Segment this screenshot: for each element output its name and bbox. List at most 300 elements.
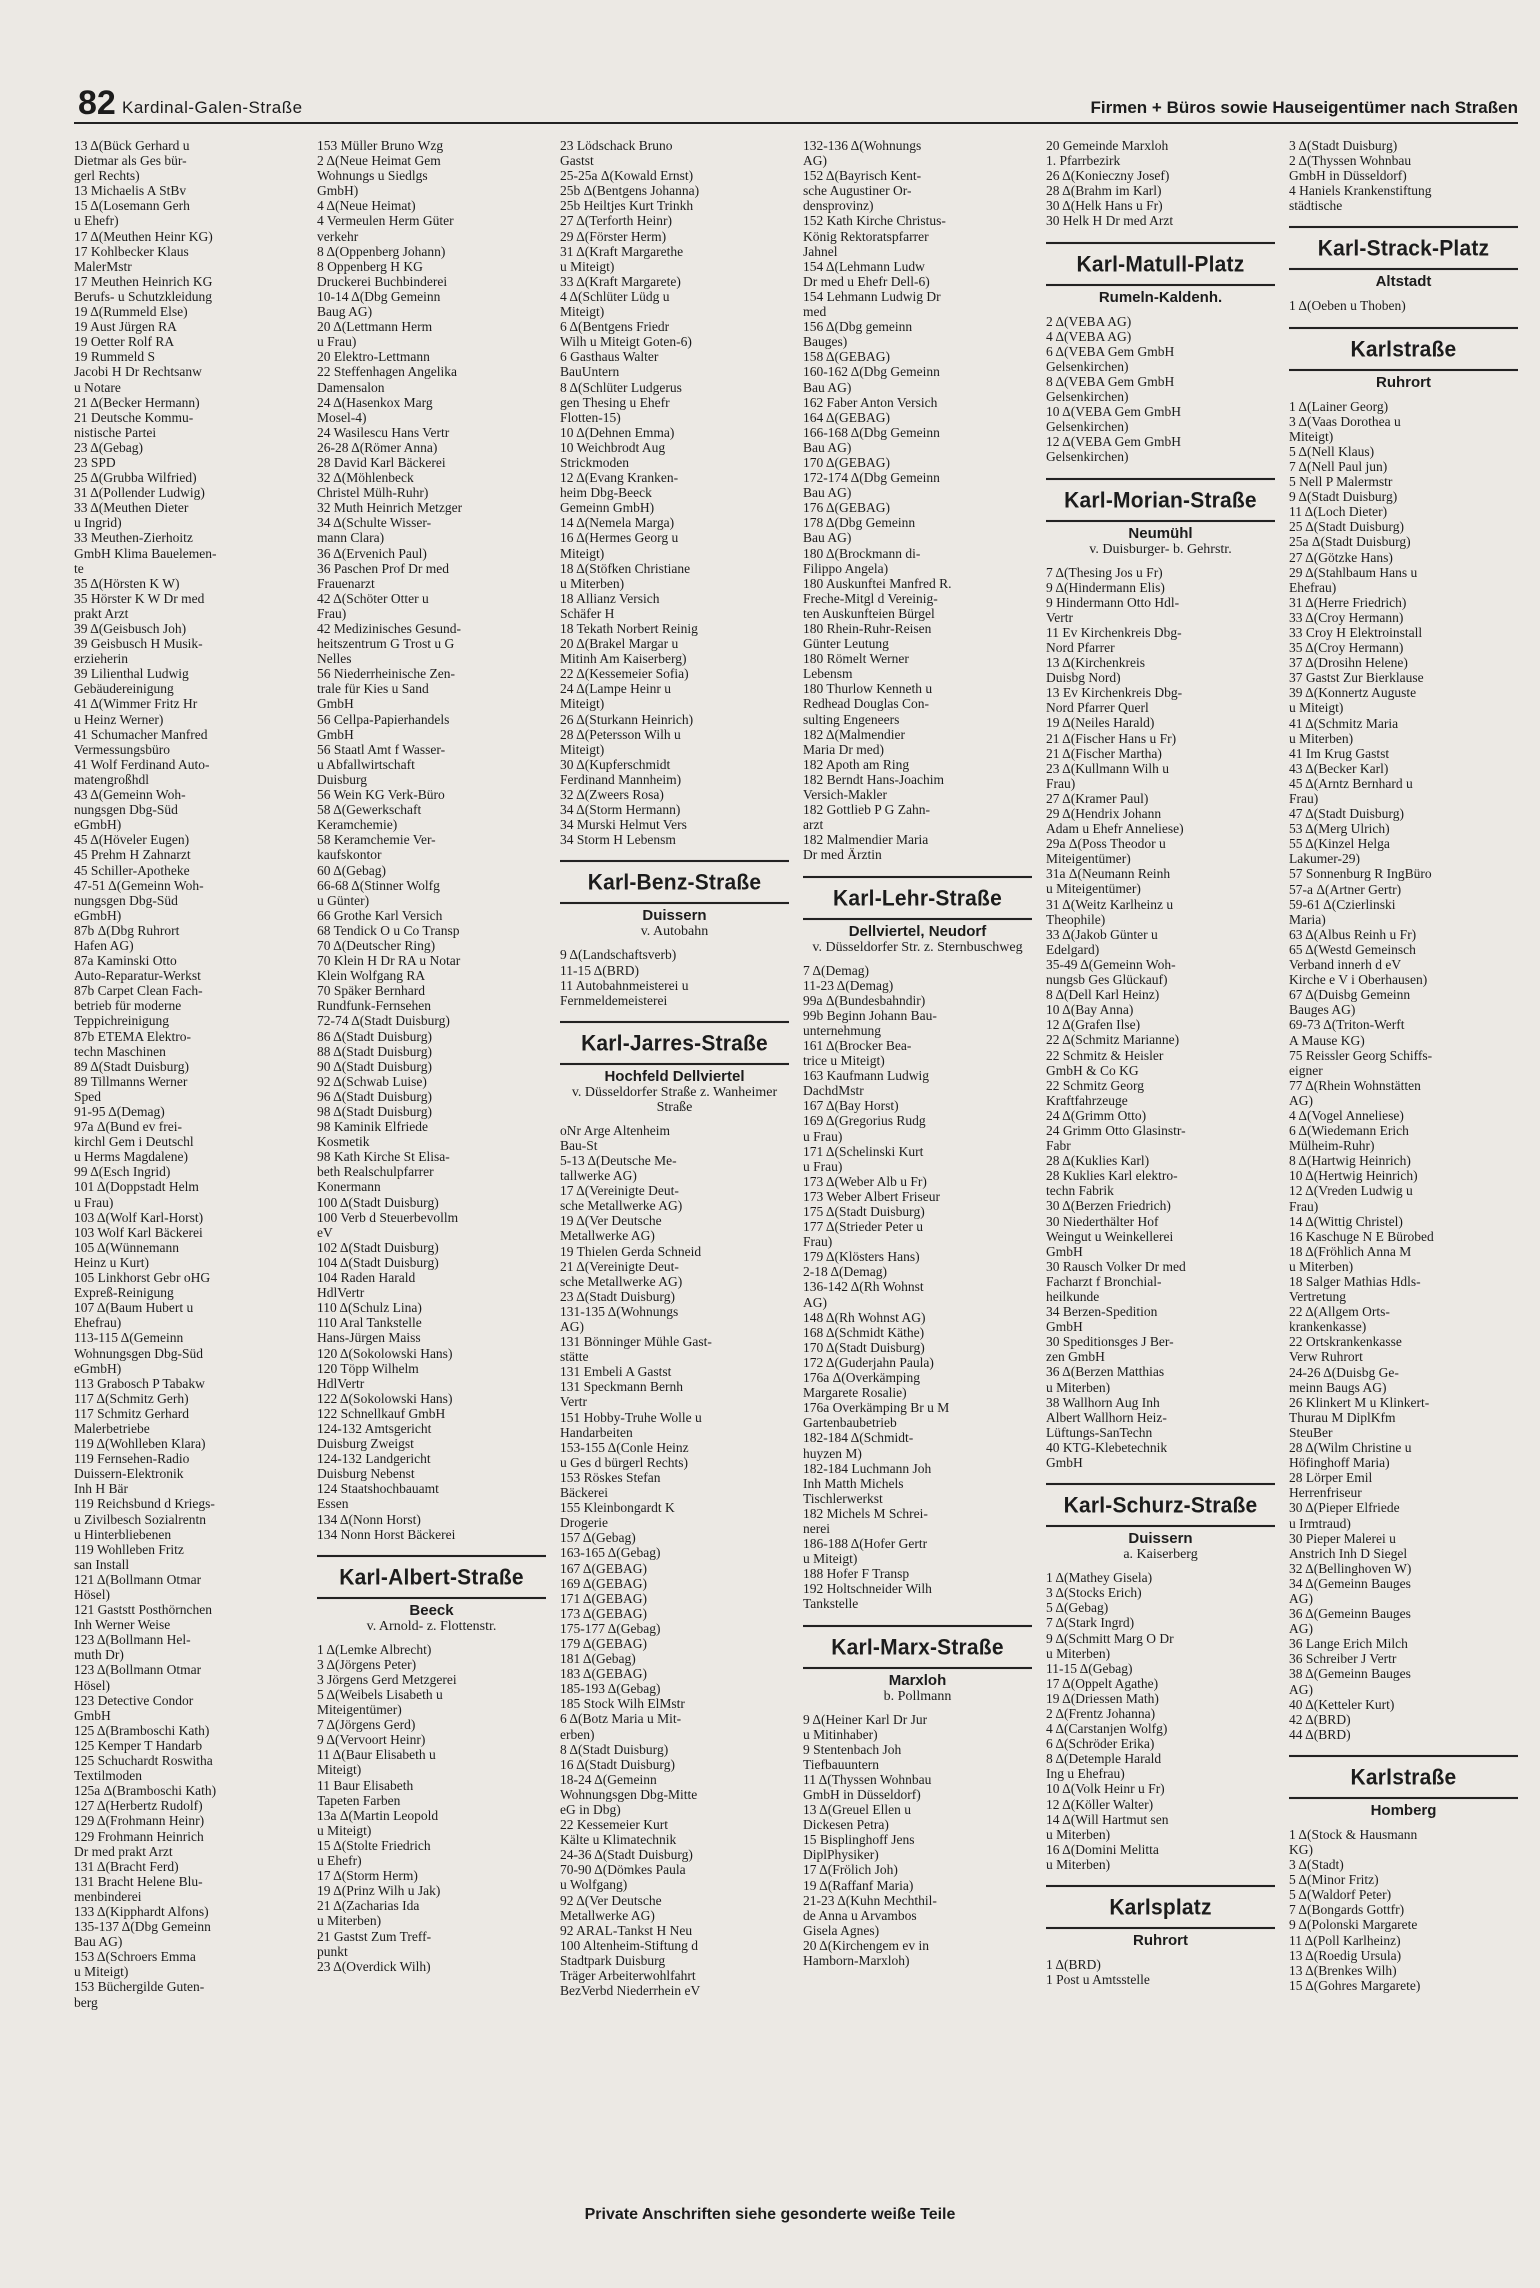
directory-entry: Albert Wallhorn Heiz- xyxy=(1046,1409,1167,1425)
directory-entry: u Günter) xyxy=(317,892,370,908)
directory-entry: 30 Niederthälter Hof xyxy=(1046,1213,1159,1229)
directory-entry: Mitinh Am Kaiserberg) xyxy=(560,651,687,667)
directory-entry: 18-24 Δ(Gemeinn xyxy=(560,1771,657,1787)
directory-entry: 28 David Karl Bäckerei xyxy=(317,454,446,470)
directory-entry: 70 Δ(Deutscher Ring) xyxy=(317,937,436,953)
directory-entry: eGmbH) xyxy=(74,907,122,923)
directory-entry: DiplPhysiker) xyxy=(803,1847,879,1863)
directory-entry: 107 Δ(Baum Hubert u xyxy=(74,1300,194,1316)
street-range: v. Autobahn xyxy=(640,924,709,940)
directory-entry: GmbH in Düsseldorf) xyxy=(803,1787,921,1802)
directory-entry: 180 Auskunftei Manfred R. xyxy=(803,575,952,591)
column-1 xyxy=(74,138,303,2010)
directory-entry: nungsb Ges Glückauf) xyxy=(1046,972,1168,988)
directory-entry: 36 Lange Erich Milch xyxy=(1289,1636,1408,1652)
directory-entry: 26 Δ(Sturkann Heinrich) xyxy=(560,711,694,727)
directory-entry: Vertr xyxy=(1046,609,1073,625)
directory-entry: 34 Δ(Gemeinn Bauges xyxy=(1289,1575,1411,1591)
directory-entry: 19 Aust Jürgen RA xyxy=(74,319,177,335)
directory-entry: 186-188 Δ(Hofer Gertr xyxy=(803,1536,928,1552)
directory-entry: 25 Δ(Stadt Duisburg) xyxy=(1289,519,1404,535)
directory-entry: 119 Δ(Wohlleben Klara) xyxy=(74,1436,206,1452)
directory-entry: KG) xyxy=(1289,1842,1313,1857)
directory-entry: Hösel) xyxy=(74,1677,110,1693)
directory-entry: 11 Δ(Baur Elisabeth u xyxy=(317,1747,436,1763)
directory-entry: 38 Δ(Gemeinn Bauges xyxy=(1289,1666,1411,1682)
directory-entry: 23 Δ(Gebag) xyxy=(74,439,144,455)
directory-entry: Gastst xyxy=(560,153,594,169)
directory-entry: 157 Δ(Gebag) xyxy=(560,1530,636,1546)
directory-entry: 133 Δ(Kipphardt Alfons) xyxy=(74,1903,209,1919)
directory-entry: Günter Leutung xyxy=(803,636,889,652)
directory-entry: 57 Sonnenburg R IngBüro xyxy=(1289,866,1432,882)
directory-entry: 31 Δ(Kraft Margarethe xyxy=(560,243,684,259)
directory-entry: GmbH xyxy=(1046,1243,1083,1259)
directory-entry: 100 Δ(Stadt Duisburg) xyxy=(317,1194,439,1210)
directory-entry: 45 Schiller-Apotheke xyxy=(74,862,190,878)
section-title: Firmen + Büros sowie Hauseigentümer nach Straßen xyxy=(1090,98,1518,117)
street-range: b. Pollmann xyxy=(883,1688,952,1704)
directory-entry: Teppichreinigung xyxy=(74,1013,170,1029)
directory-entry: Duisburg Zweigst xyxy=(317,1436,414,1452)
directory-entry: 23 SPD xyxy=(74,454,116,470)
directory-entry: 13 Michaelis A StBv xyxy=(74,183,187,199)
directory-entry: u Frau) xyxy=(317,334,357,350)
directory-entry: 70-90 Δ(Dömkes Paula xyxy=(560,1862,686,1878)
directory-entry: 131 Speckmann Bernh xyxy=(560,1379,683,1395)
directory-entry: Handarbeiten xyxy=(560,1424,633,1440)
street-heading: Karl-Jarres-Straße xyxy=(560,1021,789,1065)
directory-entry: matengroßhdl xyxy=(74,771,149,787)
directory-entry: 39 Δ(Geisbusch Joh) xyxy=(74,621,187,636)
directory-entry: 22 Δ(Schmitz Marianne) xyxy=(1046,1032,1180,1048)
directory-entry: Berufs- u Schutzkleidung xyxy=(74,288,212,304)
directory-entry: 122 Δ(Sokolowski Hans) xyxy=(317,1390,453,1406)
directory-entry: 10 Δ(Volk Heinr u Fr) xyxy=(1046,1781,1165,1797)
directory-entry: 167 Δ(GEBAG) xyxy=(560,1560,648,1576)
directory-entry: 23 Δ(Overdick Wilh) xyxy=(317,1958,431,1974)
directory-entry: 33 Δ(Croy Hermann) xyxy=(1289,609,1404,625)
directory-entry: Heinz u Kurt) xyxy=(74,1254,149,1270)
directory-entry: berg xyxy=(74,1994,98,2010)
directory-entry: u Miteigt) xyxy=(1289,700,1344,716)
directory-entry: Metallwerke AG) xyxy=(560,1907,655,1923)
directory-entry: 170 Δ(Stadt Duisburg) xyxy=(803,1339,925,1355)
directory-entry: 8 Δ(Hartwig Heinrich) xyxy=(1289,1153,1411,1169)
directory-entry: 27 Δ(Terforth Heinr) xyxy=(560,213,672,229)
directory-entry: 181 Δ(Gebag) xyxy=(560,1651,636,1667)
directory-entry: 66 Grothe Karl Versich xyxy=(317,907,443,923)
directory-entry: 102 Δ(Stadt Duisburg) xyxy=(317,1239,439,1255)
directory-entry: 15 Bisplinghoff Jens xyxy=(803,1832,915,1848)
directory-entry: 20 Δ(Brakel Margar u xyxy=(560,636,679,652)
district-name: Homberg xyxy=(1370,1801,1437,1819)
directory-entry: 3 Δ(Stadt) xyxy=(1289,1857,1344,1873)
street-heading: Karl-Matull-Platz xyxy=(1046,242,1275,286)
directory-entry: Expreß-Reinigung xyxy=(74,1285,174,1301)
directory-entry: 33 Δ(Kraft Margarete) xyxy=(560,273,681,289)
directory-entry: 91-95 Δ(Demag) xyxy=(74,1104,165,1119)
directory-entry: u Abfallwirtschaft xyxy=(317,756,415,772)
directory-entry: 29 Δ(Förster Herm) xyxy=(560,228,667,244)
directory-entry: 24 Wasilescu Hans Vertr xyxy=(317,424,450,440)
directory-entry: 17 Δ(Frölich Joh) xyxy=(803,1862,898,1878)
directory-entry: 134 Nonn Horst Bäckerei xyxy=(317,1526,456,1542)
directory-entry: Dr med u Ehefr Dell-6) xyxy=(803,273,930,289)
directory-entry: 104 Raden Harald xyxy=(317,1270,416,1286)
directory-entry: 122 Schnellkauf GmbH xyxy=(317,1405,446,1421)
directory-entry: u Ehefr) xyxy=(74,213,119,229)
directory-entry: 103 Wolf Karl Bäckerei xyxy=(74,1224,203,1240)
directory-entry: 41 Δ(Schmitz Maria xyxy=(1289,715,1399,731)
directory-entry: 69-73 Δ(Triton-Werft xyxy=(1289,1017,1405,1033)
directory-entry: Thurau M DiplKfm xyxy=(1289,1409,1396,1425)
directory-entry: Flotten-15) xyxy=(560,409,621,425)
directory-entry: 26 Klinkert M u Klinkert- xyxy=(1289,1394,1430,1410)
directory-entry: Hafen AG) xyxy=(74,937,134,953)
directory-entry: Lebensm xyxy=(803,666,853,682)
directory-entry: 20 Δ(Kirchengem ev in xyxy=(803,1937,930,1953)
directory-entry: Facharzt f Bronchial- xyxy=(1046,1273,1162,1289)
directory-entry: 175 Δ(Stadt Duisburg) xyxy=(803,1204,925,1219)
directory-entry: 30 Speditionsges J Ber- xyxy=(1046,1334,1174,1350)
directory-entry: Vermessungsbüro xyxy=(74,741,170,757)
directory-entry: meinn Baugs AG) xyxy=(1289,1379,1387,1395)
directory-entry: 21 Deutsche Kommu- xyxy=(74,409,194,425)
directory-entry: med xyxy=(803,304,827,320)
directory-entry: 13 Δ(Greuel Ellen u xyxy=(803,1802,912,1818)
directory-entry: 41 Δ(Wimmer Fritz Hr xyxy=(74,696,198,712)
directory-entry: 30 Pieper Malerei u xyxy=(1289,1530,1396,1546)
directory-entry: 59-61 Δ(Czierlinski xyxy=(1289,896,1396,912)
directory-entry: 24-36 Δ(Stadt Duisburg) xyxy=(560,1847,693,1863)
directory-entry: 168 Δ(Schmidt Käthe) xyxy=(803,1324,925,1340)
directory-entry: Versich-Makler xyxy=(803,787,887,803)
street-heading: Karl-Benz-Straße xyxy=(560,860,789,904)
directory-entry: u Miterben) xyxy=(1046,1379,1111,1395)
directory-entry: 6 Δ(Wiedemann Erich xyxy=(1289,1123,1409,1139)
directory-entry: 9 Δ(Polonski Margarete xyxy=(1289,1917,1418,1933)
directory-entry: 19 Δ(Prinz Wilh u Jak) xyxy=(317,1883,441,1899)
directory-entry: AG) xyxy=(1289,1590,1313,1606)
directory-entry: 21 Δ(Fischer Hans u Fr) xyxy=(1046,730,1177,746)
directory-entry: 7 Δ(Demag) xyxy=(803,962,870,978)
directory-entry: de Anna u Arvambos xyxy=(803,1907,917,1923)
directory-entry: trice u Miteigt) xyxy=(803,1053,885,1069)
directory-entry: Konermann xyxy=(317,1179,381,1195)
directory-entry: 16 Δ(Hermes Georg u xyxy=(560,530,679,546)
directory-entry: 65 Δ(Westd Gemeinsch xyxy=(1289,941,1416,957)
directory-entry: Frau) xyxy=(1046,775,1076,791)
directory-entry: 34 Δ(Storm Hermann) xyxy=(560,802,681,818)
directory-entry: Lüftungs-SanTechn xyxy=(1046,1424,1153,1440)
district-name: Ruhrort xyxy=(1133,1932,1188,1949)
directory-entry: Ing u Ehefrau) xyxy=(1046,1766,1125,1782)
street-heading: Karlstraße xyxy=(1289,1755,1518,1799)
district-name: Duissern xyxy=(1128,1530,1193,1548)
directory-entry: 33 Δ(Jakob Günter u xyxy=(1046,926,1158,942)
directory-entry: 22 Schmitz Georg xyxy=(1046,1077,1144,1093)
directory-entry: 103 Δ(Wolf Karl-Horst) xyxy=(74,1209,204,1225)
directory-entry: 131 Δ(Bracht Ferd) xyxy=(74,1858,179,1874)
directory-entry: Druckerei Buchbinderei xyxy=(317,273,448,289)
directory-entry: u Miterben) xyxy=(1046,1826,1111,1842)
directory-entry: 34 Δ(Schulte Wisser- xyxy=(317,515,432,531)
directory-entry: 185 Stock Wilh ElMstr xyxy=(560,1696,685,1712)
directory-entry: 24 Δ(Grimm Otto) xyxy=(1046,1107,1147,1123)
street-range: v. Düsseldorfer Straße z. Wanheimer Straße xyxy=(571,1084,778,1115)
directory-entry: 2 Δ(Thyssen Wohnbau xyxy=(1289,153,1412,169)
directory-entry: 43 Δ(Gemeinn Woh- xyxy=(74,787,186,803)
directory-entry: 16 Δ(Domini Melitta xyxy=(1046,1841,1159,1857)
directory-entry: 123 Δ(Bollmann Otmar xyxy=(74,1662,202,1678)
directory-entry: 3 Δ(Jörgens Peter) xyxy=(317,1656,417,1672)
directory-entry: Gelsenkirchen) xyxy=(1046,389,1129,405)
directory-entry: HdlVertr xyxy=(317,1285,365,1301)
directory-entry: 25a Δ(Stadt Duisburg) xyxy=(1289,534,1411,550)
directory-entry: Inh H Bär xyxy=(74,1481,128,1497)
directory-entry: 35 Hörster K W Dr med xyxy=(74,590,205,606)
directory-entry: 13 Ev Kirchenkreis Dbg- xyxy=(1046,685,1183,701)
directory-entry: 15 Δ(Gohres Margarete) xyxy=(1289,1977,1421,1993)
directory-entry: Fernmeldemeisterei xyxy=(560,992,668,1008)
directory-entry: AG) xyxy=(1289,1092,1313,1108)
directory-entry: 9 Stentenbach Joh xyxy=(803,1741,902,1757)
directory-entry: Tapeten Farben xyxy=(317,1792,401,1808)
directory-entry: Bauges AG) xyxy=(1289,1002,1356,1018)
directory-entry: 25-25a Δ(Kowald Ernst) xyxy=(560,168,694,184)
directory-entry: 19 Δ(Ver Deutsche xyxy=(560,1213,662,1229)
directory-entry: Tankstelle xyxy=(803,1596,859,1612)
directory-entry: 8 Δ(Oppenberg Johann) xyxy=(317,243,446,259)
directory-entry: u Miterben) xyxy=(1046,1645,1111,1661)
directory-entry: 13a Δ(Martin Leopold xyxy=(317,1807,439,1823)
directory-entry: 22 Δ(Allgem Orts- xyxy=(1289,1304,1390,1320)
directory-entry: Gartenbaubetrieb xyxy=(803,1415,897,1431)
directory-entry: Kirche e V i Oberhausen) xyxy=(1289,972,1428,988)
directory-entry: 1 Δ(Lainer Georg) xyxy=(1289,398,1389,414)
directory-entry: Stadtpark Duisburg xyxy=(560,1952,666,1968)
directory-entry: 120 Δ(Sokolowski Hans) xyxy=(317,1345,453,1361)
directory-entry: u Miterben) xyxy=(1046,1856,1111,1872)
directory-entry: 120 Töpp Wilhelm xyxy=(317,1360,419,1376)
directory-entry: 15 Δ(Losemann Gerh xyxy=(74,198,190,214)
directory-entry: 158 Δ(GEBAG) xyxy=(803,349,891,365)
directory-entry: 101 Δ(Doppstadt Helm xyxy=(74,1179,199,1195)
directory-entry: techn Fabrik xyxy=(1046,1183,1114,1199)
directory-entry: Filippo Angela) xyxy=(803,560,889,576)
directory-entry: 156 Δ(Dbg gemeinn xyxy=(803,319,913,335)
directory-entry: Frau) xyxy=(803,1234,833,1250)
directory-entry: 33 Croy H Elektroinstall xyxy=(1289,624,1423,640)
directory-entry: Gelsenkirchen) xyxy=(1046,449,1129,465)
directory-entry: 35 Δ(Hörsten K W) xyxy=(74,575,180,591)
directory-entry: u Ehefr) xyxy=(317,1853,362,1869)
directory-entry: 9 Δ(Landschaftsverb) xyxy=(560,947,677,963)
directory-entry: 45 Prehm H Zahnarzt xyxy=(74,847,191,863)
directory-entry: 9 Hindermann Otto Hdl- xyxy=(1046,594,1180,610)
directory-entry: 11 Δ(Thyssen Wohnbau xyxy=(803,1771,932,1787)
directory-entry: Jacobi H Dr Rechtsanw xyxy=(74,364,202,380)
directory-entry: 9 Δ(Heiner Karl Dr Jur xyxy=(803,1711,928,1727)
directory-entry: 41 Schumacher Manfred xyxy=(74,726,208,742)
directory-entry: 18 Salger Mathias Hdls- xyxy=(1289,1274,1421,1289)
directory-entry: 88 Δ(Stadt Duisburg) xyxy=(317,1043,432,1059)
directory-entry: 7 Δ(Bongards Gottfr) xyxy=(1289,1902,1405,1918)
directory-entry: 31 Δ(Weitz Karlheinz u xyxy=(1046,896,1174,912)
directory-entry: u Heinz Werner) xyxy=(74,711,164,727)
directory-entry: 5 Δ(Minor Fritz) xyxy=(1289,1872,1379,1888)
directory-entry: erzieherin xyxy=(74,651,128,667)
street-heading: Karl-Albert-Straße xyxy=(317,1555,546,1599)
directory-entry: Dr med Ärztin xyxy=(803,847,882,863)
directory-entry: 15 Δ(Stolte Friedrich xyxy=(317,1837,431,1853)
district-name: Altstadt xyxy=(1375,273,1432,291)
directory-entry: 173 Weber Albert Friseur xyxy=(803,1188,941,1204)
directory-entry: Dickesen Petra) xyxy=(803,1817,889,1833)
directory-entry: 28 Δ(Petersson Wilh u xyxy=(560,726,681,742)
directory-entry: 5 Δ(Weibels Lisabeth u xyxy=(317,1687,443,1702)
directory-entry: 99b Beginn Johann Bau- xyxy=(803,1007,937,1023)
directory-entry: 21 Gastst Zum Treff- xyxy=(317,1928,432,1944)
directory-entry: 30 Δ(Helk Hans u Fr) xyxy=(1046,198,1163,214)
directory-entry: sche Metallwerke AG) xyxy=(560,1198,683,1214)
directory-entry: 8 Δ(Dell Karl Heinz) xyxy=(1046,987,1160,1003)
directory-entry: Christel Mülh-Ruhr) xyxy=(317,485,429,501)
directory-entry: 4 Vermeulen Herm Güter xyxy=(317,213,454,229)
directory-entry: 96 Δ(Stadt Duisburg) xyxy=(317,1088,432,1104)
directory-entry: Miteigt) xyxy=(560,696,605,712)
directory-entry: 4 Δ(Carstanjen Wolfg) xyxy=(1046,1721,1168,1737)
directory-entry: 42 Δ(Schöter Otter u xyxy=(317,590,429,606)
directory-entry: 72-74 Δ(Stadt Duisburg) xyxy=(317,1013,450,1029)
directory-entry: mann Clara) xyxy=(317,530,385,546)
directory-entry: 31 Δ(Pollender Ludwig) xyxy=(74,485,205,501)
directory-entry: 9 Δ(Schmitt Marg O Dr xyxy=(1046,1630,1174,1646)
directory-entry: Miteigt) xyxy=(1289,428,1334,444)
directory-entry: 60 Δ(Gebag) xyxy=(317,862,387,878)
directory-entry: 4 Haniels Krankenstiftung xyxy=(1289,183,1432,199)
directory-entry: Miteigt) xyxy=(560,304,605,320)
directory-entry: 47-51 Δ(Gemeinn Woh- xyxy=(74,877,204,893)
directory-entry: eG in Dbg) xyxy=(560,1802,621,1817)
directory-entry: Maria) xyxy=(1289,911,1326,927)
directory-entry: Miteigt) xyxy=(560,545,605,561)
directory-entry: 40 Δ(Ketteler Kurt) xyxy=(1289,1696,1395,1712)
directory-entry: 148 Δ(Rh Wohnst AG) xyxy=(803,1309,926,1325)
directory-entry: Hamborn-Marxloh) xyxy=(803,1953,910,1969)
directory-entry: u Zivilbesch Sozialrentn xyxy=(74,1511,206,1527)
directory-entry: oNr Arge Altenheim xyxy=(560,1122,670,1138)
directory-entry: Inh Werner Weise xyxy=(74,1617,171,1633)
directory-entry: 41 Im Krug Gastst xyxy=(1289,745,1390,761)
directory-entry: 56 Staatl Amt f Wasser- xyxy=(317,741,446,757)
directory-entry: 172 Δ(Guderjahn Paula) xyxy=(803,1354,934,1370)
directory-entry: 25b Δ(Bentgens Johanna) xyxy=(560,183,700,199)
directory-entry: 131 Bracht Helene Blu- xyxy=(74,1873,203,1889)
directory-entry: 37 Gastst Zur Bierklause xyxy=(1289,670,1424,686)
directory-entry: 14 Δ(Will Hartmut sen xyxy=(1046,1811,1169,1827)
street-heading: Karlsplatz xyxy=(1046,1885,1275,1929)
directory-entry: prakt Arzt xyxy=(74,605,129,621)
directory-entry: 20 Gemeinde Marxloh xyxy=(1046,138,1169,153)
directory-entry: städtische xyxy=(1289,198,1343,214)
directory-entry: 166-168 Δ(Dbg Gemeinn xyxy=(803,424,940,440)
directory-entry: 21 Δ(Becker Hermann) xyxy=(74,394,200,410)
directory-entry: 10-14 Δ(Dbg Gemeinn xyxy=(317,288,441,304)
directory-entry: 110 Δ(Schulz Lina) xyxy=(317,1300,422,1316)
directory-entry: 87b Carpet Clean Fach- xyxy=(74,983,203,999)
directory-entry: 6 Δ(Bentgens Friedr xyxy=(560,319,670,335)
directory-entry: punkt xyxy=(317,1943,348,1959)
directory-entry: 1. Pfarrbezirk xyxy=(1046,153,1121,169)
directory-entry: u Miteigt) xyxy=(560,258,615,274)
directory-entry: 32 Δ(Möhlenbeck xyxy=(317,470,414,486)
directory-entry: 5 Δ(Nell Klaus) xyxy=(1289,443,1375,459)
directory-entry: 45 Δ(Arntz Bernhard u xyxy=(1289,775,1413,791)
directory-entry: 124-132 Landgericht xyxy=(317,1451,431,1467)
directory-entry: 7 Δ(Thesing Jos u Fr) xyxy=(1046,564,1163,580)
directory-entry: AG) xyxy=(803,153,827,169)
directory-entry: 177 Δ(Strieder Peter u xyxy=(803,1219,924,1235)
directory-entry: 25b Heiltjes Kurt Trinkh xyxy=(560,198,694,214)
directory-entry: 125 Δ(Bramboschi Kath) xyxy=(74,1722,210,1738)
page-number: 82 xyxy=(78,84,116,122)
directory-entry: 19 Thielen Gerda Schneid xyxy=(560,1243,702,1259)
directory-entry: u Miteigt) xyxy=(317,1822,372,1838)
directory-entry: GmbH xyxy=(317,696,354,712)
directory-entry: 113 Grabosch P Tabakw xyxy=(74,1375,205,1391)
directory-entry: 104 Δ(Stadt Duisburg) xyxy=(317,1254,439,1270)
directory-entry: 105 Linkhorst Gebr oHG xyxy=(74,1270,211,1286)
directory-entry: 6 Δ(VEBA Gem GmbH xyxy=(1046,343,1175,359)
directory-entry: 131 Bönninger Mühle Gast- xyxy=(560,1334,712,1350)
directory-entry: muth Dr) xyxy=(74,1647,124,1663)
directory-entry: 17 Δ(Oppelt Agathe) xyxy=(1046,1675,1159,1691)
directory-entry: Keramchemie) xyxy=(317,817,398,833)
directory-entry: Bau AG) xyxy=(803,379,852,395)
directory-entry: eV xyxy=(317,1224,333,1240)
directory-entry: nerei xyxy=(803,1520,830,1536)
directory-entry: 11 Δ(Loch Dieter) xyxy=(1289,504,1388,520)
directory-entry: GmbH xyxy=(1046,1319,1083,1335)
directory-entry: Anstrich Inh D Siegel xyxy=(1289,1545,1408,1561)
directory-entry: 70 Klein H Dr RA u Notar xyxy=(317,953,461,969)
directory-entry: 8 Δ(Detemple Harald xyxy=(1046,1751,1162,1767)
directory-entry: 35-49 Δ(Gemeinn Woh- xyxy=(1046,956,1176,972)
directory-entry: u Notare xyxy=(74,379,121,395)
directory-entry: 16 Kaschuge N E Bürobed xyxy=(1289,1228,1434,1244)
directory-entry: 39 Δ(Konnertz Auguste xyxy=(1289,685,1417,701)
directory-entry: 36 Δ(Berzen Matthias xyxy=(1046,1364,1165,1380)
directory-entry: 98 Δ(Stadt Duisburg) xyxy=(317,1104,432,1119)
directory-entry: gerl Rechts) xyxy=(74,168,140,184)
directory-entry: u Frau) xyxy=(803,1128,843,1144)
directory-entry: 153 Δ(Schroers Emma xyxy=(74,1949,196,1965)
directory-entry: trale für Kies u Sand xyxy=(317,681,429,697)
directory-entry: Inh Matth Michels xyxy=(803,1475,904,1491)
directory-entry: 185-193 Δ(Gebag) xyxy=(560,1681,661,1697)
directory-entry: beth Realschulpfarrer xyxy=(317,1164,434,1180)
directory-entry: u Frau) xyxy=(803,1158,843,1174)
directory-entry: 58 Δ(Gewerkschaft xyxy=(317,802,422,818)
directory-entry: verkehr xyxy=(317,228,359,244)
directory-entry: Nord Pfarrer Querl xyxy=(1046,700,1149,716)
directory-entry: Träger Arbeiterwohlfahrt xyxy=(560,1968,696,1984)
directory-entry: 161 Δ(Brocker Bea- xyxy=(803,1037,912,1053)
directory-entry: 13 Δ(Brenkes Wilh) xyxy=(1289,1962,1397,1978)
directory-entry: 3 Δ(Stocks Erich) xyxy=(1046,1585,1142,1601)
